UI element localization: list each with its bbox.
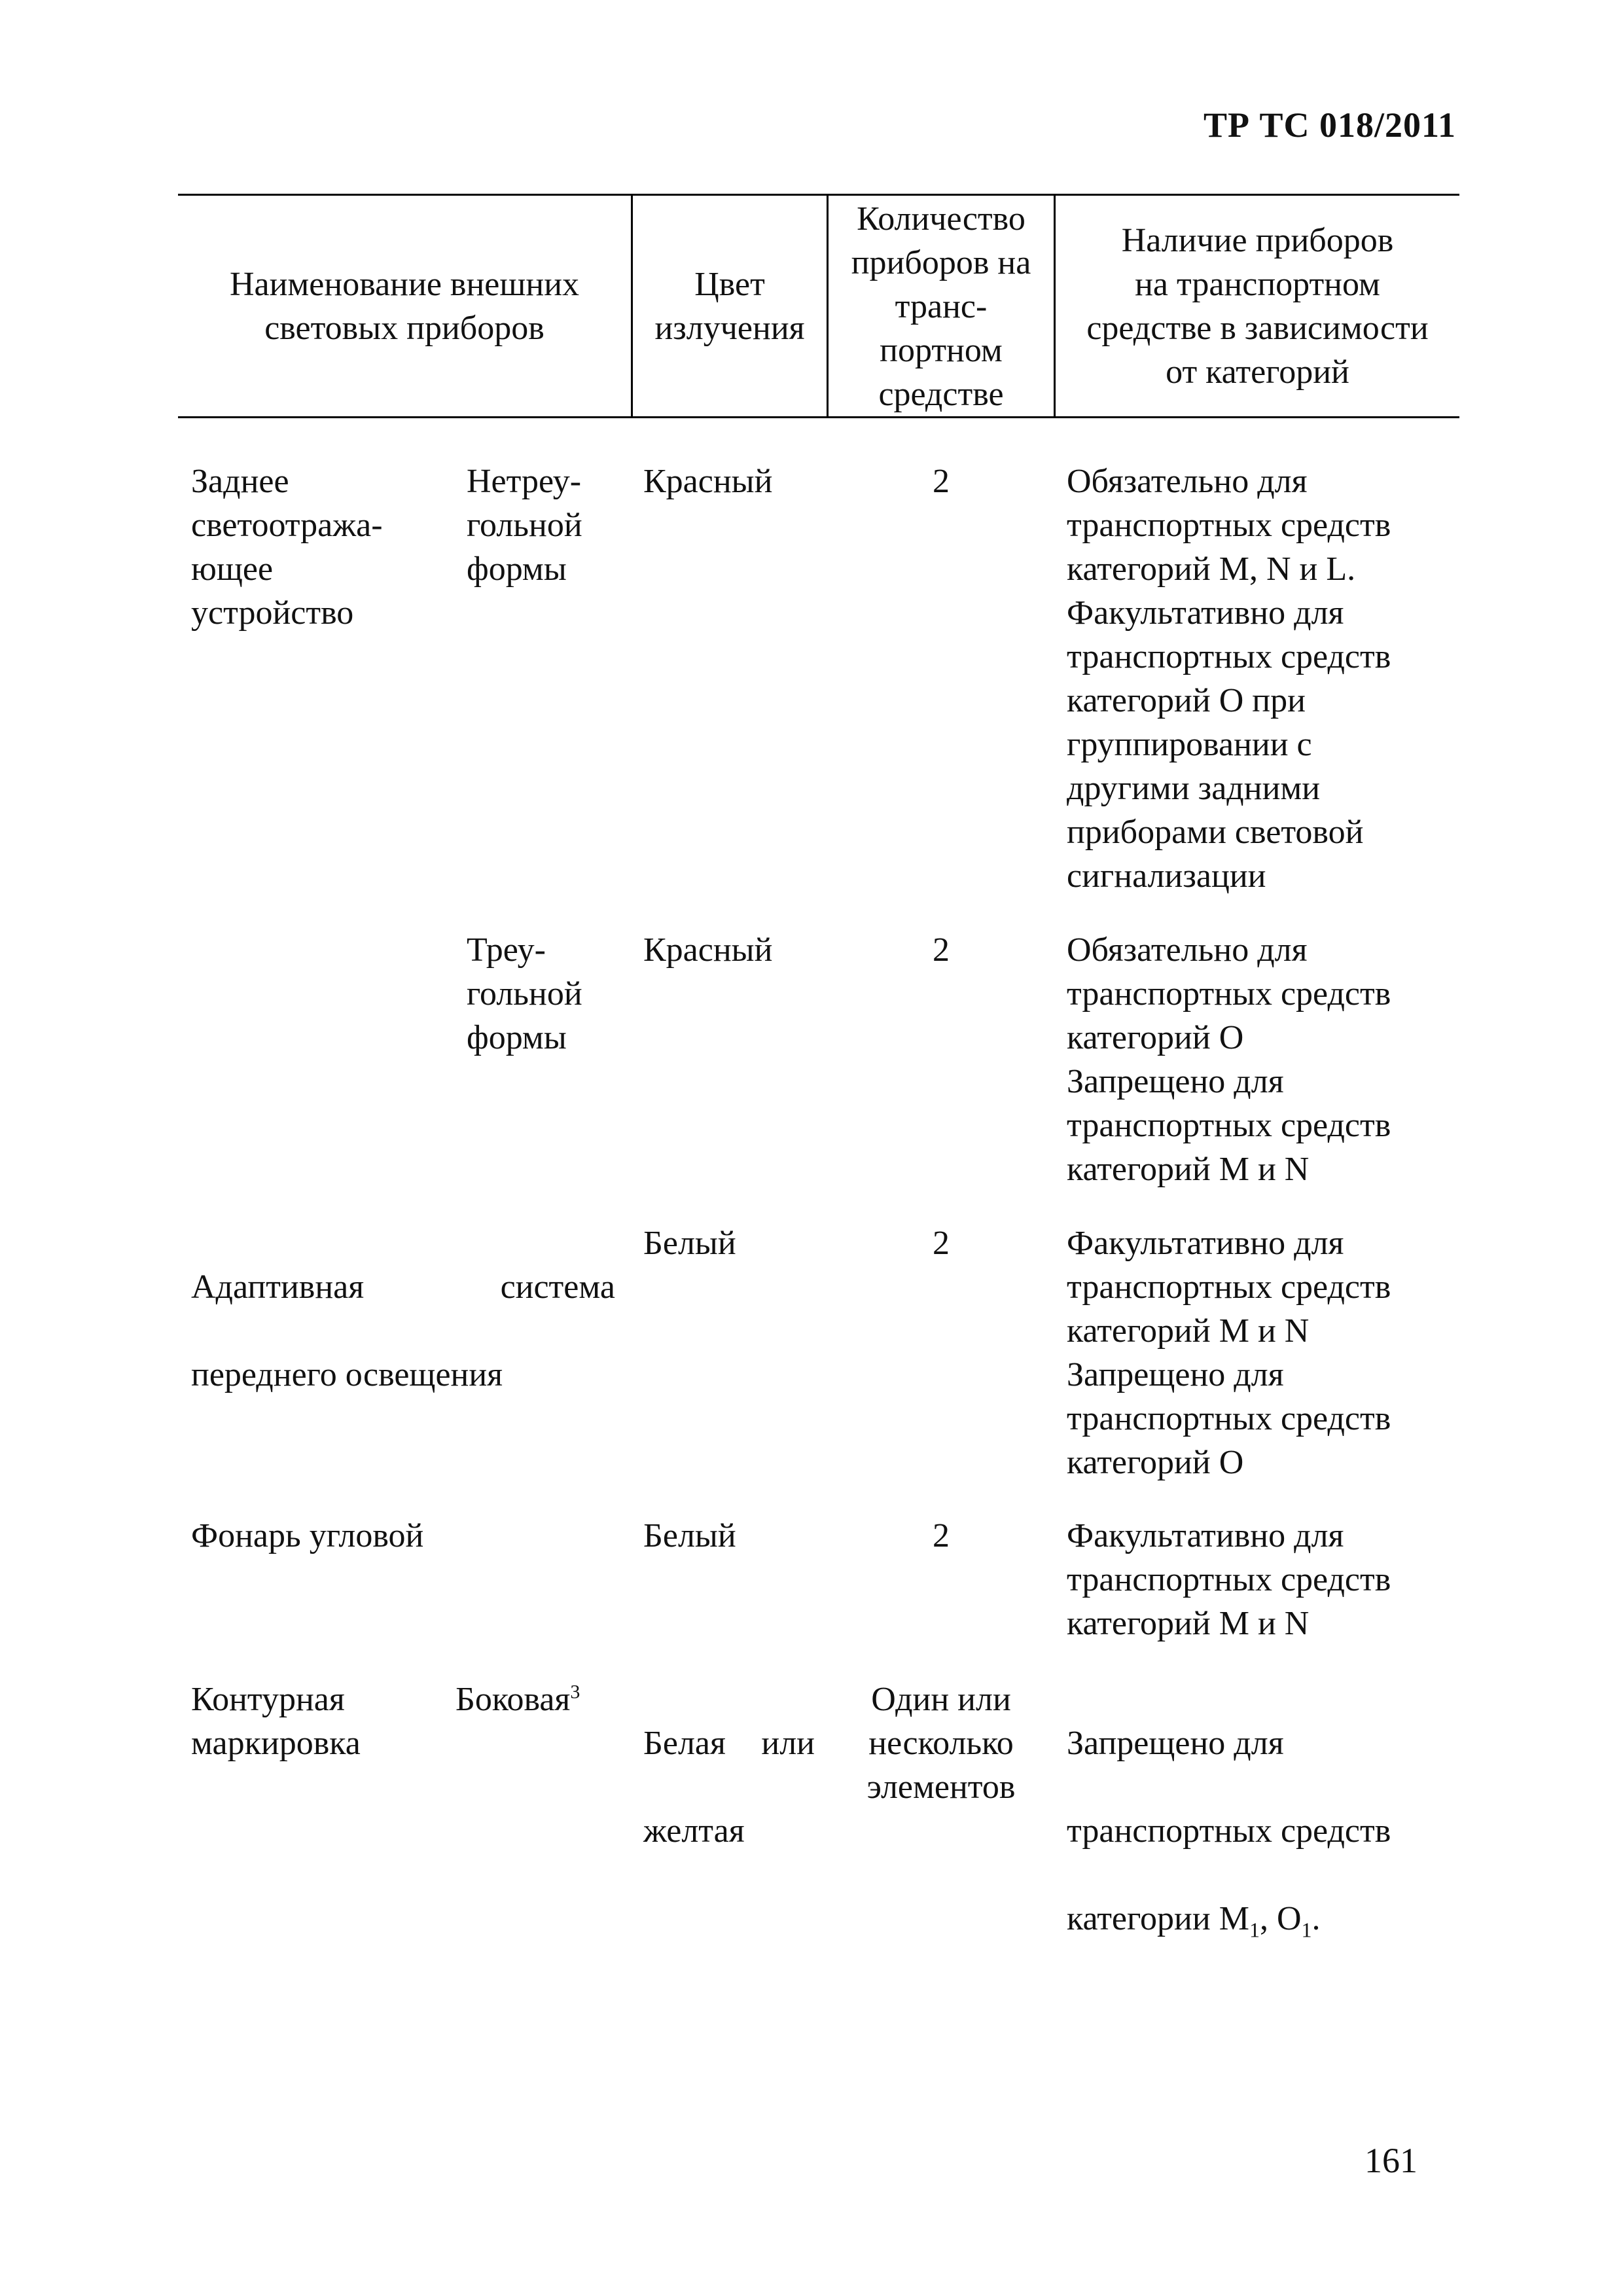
row3-name-line: переднего освещения bbox=[191, 1356, 503, 1393]
column-header-color: Цвет излучения bbox=[654, 266, 805, 347]
row1-subtype: Нетреу- гольной формы bbox=[467, 463, 582, 588]
footnote-marker: 3 bbox=[570, 1681, 580, 1703]
row5-presence-text: . bbox=[1311, 1900, 1321, 1937]
row1-color: Красный bbox=[643, 463, 773, 500]
row2-subtype: Треу- гольной формы bbox=[467, 931, 582, 1056]
row4-presence: Факультативно для транспортных средств категорий М и N bbox=[1067, 1517, 1391, 1642]
row3-count: 2 bbox=[933, 1225, 950, 1262]
subscript: 1 bbox=[1301, 1918, 1312, 1942]
row3-name-word: Адаптивная bbox=[191, 1268, 365, 1306]
row3-name-word: система bbox=[500, 1268, 615, 1306]
column-header-count: Количество приборов на транс- портном средстве bbox=[851, 200, 1031, 413]
document-code: ТР ТС 018/2011 bbox=[1203, 105, 1456, 145]
row5-presence-text: категории М bbox=[1067, 1900, 1249, 1937]
row5-count: Один или несколько элементов bbox=[866, 1681, 1016, 1806]
row1-name: Заднее светоотража- ющее устройство bbox=[191, 463, 383, 632]
row1-presence: Обязательно для транспортных средств категорий М, N и L. Факультативно для транспортных средств категорий О при группировании с другими задними приборами световой сигнализации bbox=[1067, 463, 1391, 895]
row5-presence-line bbox=[1067, 1897, 1459, 1941]
row5-subtype-text: Боковая bbox=[455, 1681, 571, 1718]
row2-count: 2 bbox=[933, 931, 950, 969]
row4-count: 2 bbox=[933, 1517, 950, 1554]
row5-color bbox=[643, 1677, 815, 1897]
row2-color: Красный bbox=[643, 931, 773, 969]
row1-count: 2 bbox=[933, 463, 950, 500]
column-header-presence: Наличие приборов на транспортном средстве в зависимости от категорий bbox=[1086, 222, 1429, 391]
row3-name bbox=[191, 1221, 615, 1441]
row3-presence: Факультативно для транспортных средств категорий М и N Запрещено для транспортных средств категорий О bbox=[1067, 1225, 1391, 1481]
row4-name: Фонарь угловой bbox=[191, 1517, 424, 1554]
row5-color-word: Белая bbox=[643, 1725, 726, 1762]
page-number: 161 bbox=[1364, 2141, 1418, 2180]
column-header-name: Наименование внешних световых приборов bbox=[229, 266, 580, 347]
row4-color: Белый bbox=[643, 1517, 736, 1554]
row5-presence bbox=[1067, 1677, 1459, 1984]
row3-color: Белый bbox=[643, 1225, 736, 1262]
subscript: 1 bbox=[1249, 1918, 1260, 1942]
row5-presence-line: транспортных средств bbox=[1067, 1812, 1391, 1850]
row5-subtype bbox=[455, 1677, 632, 1721]
row2-presence: Обязательно для транспортных средств категорий О Запрещено для транспортных средств категорий М и N bbox=[1067, 931, 1391, 1188]
row5-name: Контурная маркировка bbox=[191, 1681, 361, 1762]
row5-color-line: желтая bbox=[643, 1812, 745, 1850]
row5-color-word: или bbox=[761, 1725, 815, 1762]
row5-presence-text: , О bbox=[1259, 1900, 1302, 1937]
row5-presence-line: Запрещено для bbox=[1067, 1725, 1284, 1762]
